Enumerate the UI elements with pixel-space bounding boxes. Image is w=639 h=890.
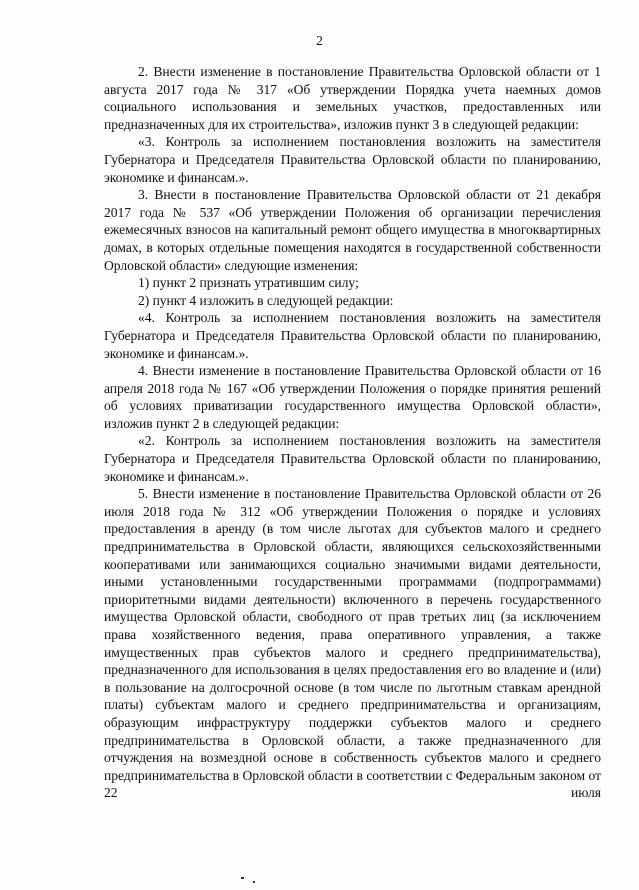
- paragraph-quote-4: «4. Контроль за исполнением постановления возложить на заместителя Губернатора и Председателя Правительства Орловской области по планированию, экономике и финансам.».: [104, 310, 601, 361]
- paragraph-item-2: 2. Внести изменение в постановление Правительства Орловской области от 1 августа 2017 года № 317 «Об утверждении Порядка учета наемных домов социального использования и земельных участков, предоставленных или предназначенных для их строительства», изложив пункт 3 в следующей редакции:: [104, 64, 601, 132]
- paragraph-item-4: 4. Внести изменение в постановление Правительства Орловской области от 16 апреля 2018 года № 167 «Об утверждении Положения о порядке принятия решений об условиях приватизации государственного имущества Орловской области», изложив пункт 2 в следующей редакции:: [104, 363, 601, 431]
- paragraph-item-3: 3. Внести в постановление Правительства Орловской области от 21 декабря 2017 года № 537 «Об утверждении Положения об организации перечисления ежемесячных взносов на капитальный ремонт общего имущества в многоквартирных домах, в которых отдельные помещения находятся в государственной собственности Орловской области» следующие изменения:: [104, 187, 601, 273]
- paragraph-item-5: 5. Внести изменение в постановление Правительства Орловской области от 26 июля 2018 года № 312 «Об утверждении Положения о порядке и условиях предоставления в аренду (в том числе льготах для субъектов малого и среднего предпринимательства в Орловской области, являющихся сельскохозяйственными кооперативами или занимающихся социально значимыми видами деятельности, иными установленными государственными программами (подпрограммами) приоритетными видами деятельности) включенного в перечень государственного имущества Орловской области, свободного от прав третьих лиц (за исключением права хозяйственного ведения, права оперативного управления, а также имущественных прав субъектов малого и среднего предпринимательства), предназначенного для использования в целях предоставления его во владение и (или) в пользование на долгосрочной основе (в том числе по льготным ставкам арендной платы) субъектам малого и среднего предпринимательства и организациям, образующим инфраструктуру поддержки субъектов малого и среднего предпринимательства в Орловской области, а также предназначенного для отчуждения на возмездной основе в собственность субъектов малого и среднего предпринимательства в Орловской области в соответствии с Федеральным законом от 22 июля: [104, 486, 601, 801]
- page-number: 2: [316, 33, 323, 48]
- document-body: [104, 63, 601, 802]
- paragraph-subitem-2: 2) пункт 4 изложить в следующей редакции:: [138, 292, 394, 308]
- paragraph-subitem-1: 1) пункт 2 признать утратившим силу;: [138, 275, 359, 291]
- scan-artifact-mark: [241, 877, 244, 879]
- paragraph-quote-3: «3. Контроль за исполнением постановления возложить на заместителя Губернатора и Председателя Правительства Орловской области по планированию, экономике и финансам.».: [104, 134, 601, 185]
- scan-artifact-mark: [253, 881, 255, 883]
- paragraph-quote-2: «2. Контроль за исполнением постановления возложить на заместителя Губернатора и Председателя Правительства Орловской области по планированию, экономике и финансам.».: [104, 433, 601, 484]
